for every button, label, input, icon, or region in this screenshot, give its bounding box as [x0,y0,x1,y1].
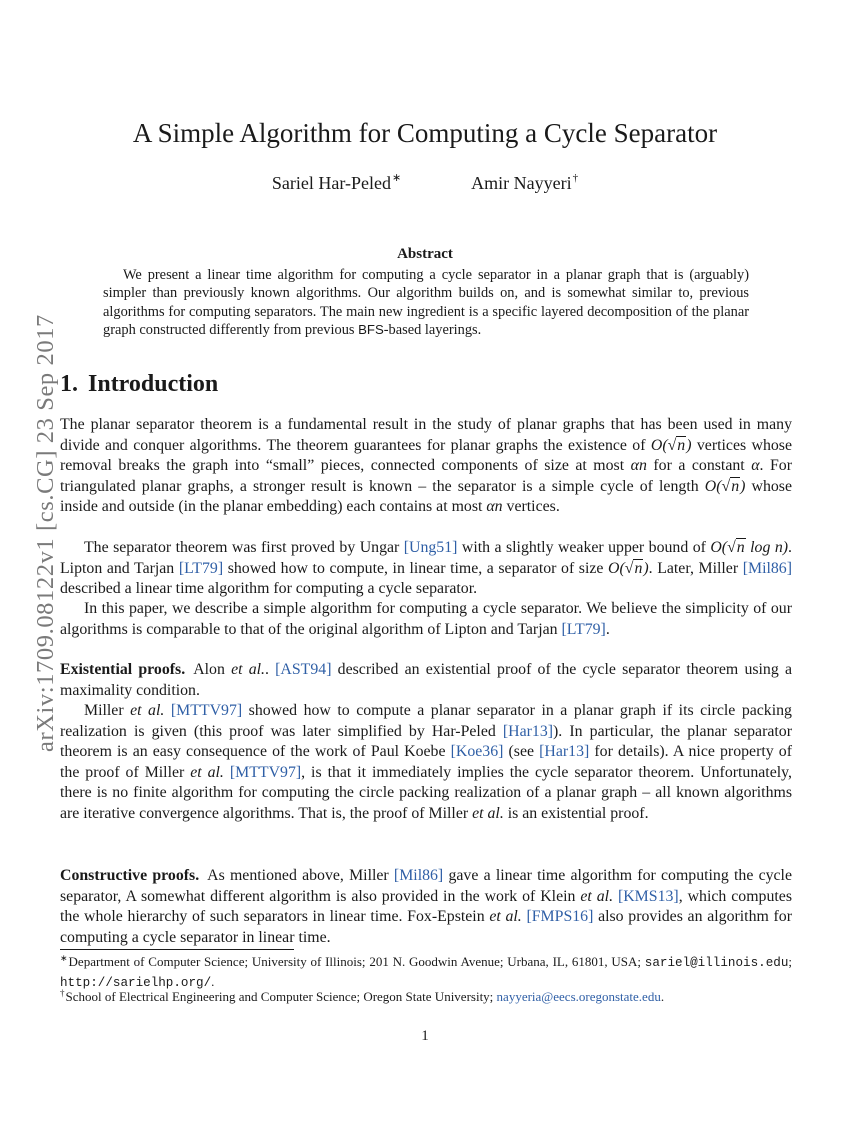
intro-paragraph-5: Miller et al. [MTTV97] showed how to compute a planar separator in a planar graph if its circle packing realization is given (this proof was later simplified by Har-Peled [Har13]). In particular, the planar separator theorem is an easy consequence of the work of Paul Koebe [Koe36] (see [Har13] for details). A nice property of the proof of Miller et al. [MTTV97], is that it immediately implies the cycle separator theorem. Unfortunately, there is no finite algorithm for computing the circle packing realization of a planar graph – all known algorithms are iterative convergence algorithms. That is, the proof of Miller et al. is an existential proof. [60,702,792,822]
constructive-proofs-paragraph: Constructive proofs. As mentioned above, Miller [Mil86] gave a linear time algorithm for computing the cycle separator, A somewhat different algorithm is also provided in the work of Klein et al. [KMS13], which computes the whole hierarchy of such separators in linear time. Fox-Epstein et al. [FMPS16] also provides an algorithm for computing a cycle separator in linear time. [60,867,792,946]
citation-link[interactable]: [Mil86] [393,867,444,884]
citation-link[interactable]: [MTTV97] [229,763,302,781]
author-name: Amir Nayyeri [471,173,572,193]
abstract-heading: Abstract [397,246,453,262]
author-homepage-link[interactable]: http://sarielhp.org/ [60,975,212,990]
arxiv-identifier: arXiv:1709.08122v1 [cs.CG] 23 Sep 2017 [32,314,59,752]
arxiv-sidebar [32,0,59,1130]
math-expression: O(√n) [650,436,692,454]
citation-link[interactable]: [KMS13] [617,887,679,905]
citation-link[interactable]: [AST94] [275,661,332,678]
citation-link[interactable]: [Koe36] [450,743,504,761]
author-2 [471,173,578,194]
citation-link[interactable]: [MTTV97] [170,702,243,719]
run-in-heading: Existential proofs. [60,661,186,678]
author-footnote-mark: † [572,172,579,184]
math-expression: O(√n) [704,477,746,495]
intro-paragraph-3: In this paper, we describe a simple algorithm for computing a cycle separator. We believe the simplicity of our algorithms is comparable to that of the original algorithm of Lipton and Tarjan [LT79]. [60,600,792,638]
author-1 [272,173,401,194]
footnote-1: ∗Department of Computer Science; University of Illinois; 201 N. Goodwin Avenue; Urbana, IL, 61801, USA; sariel@illinois.edu; http://sarielhp.org/. [60,952,792,990]
author-list [0,173,850,194]
intro-paragraph-2: The separator theorem was first proved by Ungar [Ung51] with a slightly weaker upper bound of O(√n log n). Lipton and Tarjan [LT79] showed how to compute, in linear time, a separator of size O(√n). Later, Miller [Mil86] described a linear time algorithm for computing a cycle separator. [60,539,792,598]
page-number: 1 [421,1028,429,1044]
footnote-rule [60,949,294,950]
paper-title: A Simple Algorithm for Computing a Cycle Separator [132,118,718,148]
citation-link[interactable]: [Ung51] [403,539,458,556]
author-email[interactable]: nayyeria@eecs.oregonstate.edu [496,989,661,1004]
author-name: Sariel Har-Peled [271,173,391,193]
citation-link[interactable]: [Har13] [502,722,554,740]
author-footnote-mark: ∗ [391,172,402,184]
citation-link[interactable]: [LT79] [561,620,606,638]
existential-proofs-paragraph: Existential proofs. Alon et al.. [AST94] described an existential proof of the cycle separator theorem using a maximality condition. [60,661,793,699]
run-in-heading: Constructive proofs. [60,867,200,884]
bfs-acronym: BFS [358,322,384,338]
abstract-text: We present a linear time algorithm for computing a cycle separator in a planar graph that is (arguably) simpler than previously known algorithms. Our algorithm builds on, and is somewhat similar to, previous algorithms for computing separators. The main new ingredient is a specific layered decomposition of the planar graph constructed differently from previous BFS-based layerings. [103,267,749,339]
math-expression: O(√n) [608,559,649,577]
citation-link[interactable]: [FMPS16] [526,908,594,926]
intro-paragraph-1: The planar separator theorem is a fundamental result in the study of planar graphs that has been used in many divide and conquer algorithms. The theorem guarantees for planar graphs the existence of O(√n) vertices whose removal breaks the graph into “small” pieces, connected components of size at most αn for a constant α. For triangulated planar graphs, a stronger result is known – the separator is a simple cycle of length O(√n) whose inside and outside (in the planar embedding) each contains at most αn vertices. [60,416,792,516]
footnote-2: †School of Electrical Engineering and Computer Science; Oregon State University; nayyeria@eecs.oregonstate.edu. [60,987,665,1004]
math-expression: O(√n log n) [710,539,789,556]
author-email[interactable]: sariel@illinois.edu [644,956,789,970]
citation-link[interactable]: [LT79] [178,559,224,577]
section-heading-introduction: 1. Introduction [60,371,219,397]
citation-link[interactable]: [Har13] [539,743,590,761]
citation-link[interactable]: [Mil86] [742,559,792,577]
